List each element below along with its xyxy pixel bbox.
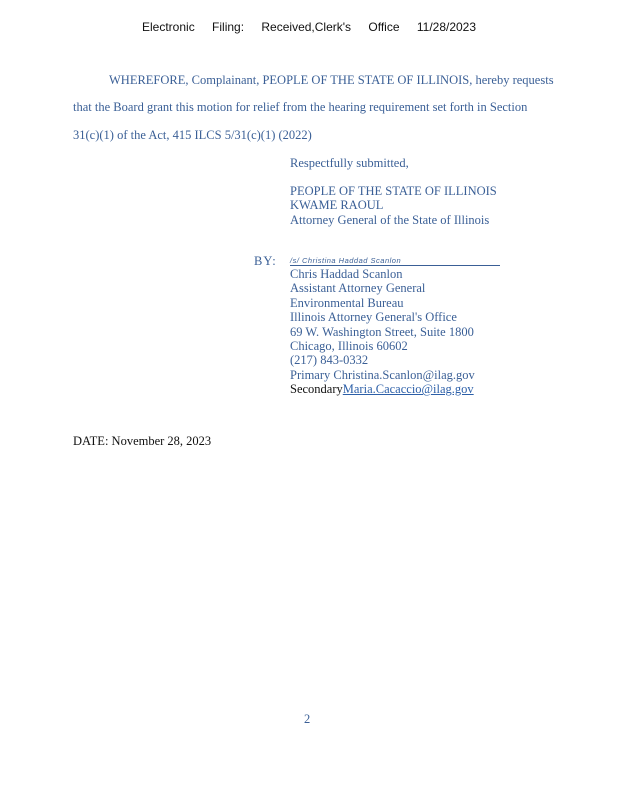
body-line-3: 31(c)(1) of the Act, 415 ILCS 5/31(c)(1) (2022) <box>73 128 312 142</box>
signer-block <box>290 267 475 397</box>
primary-email-row <box>290 368 475 382</box>
body-line-1: WHEREFORE, Complainant, PEOPLE OF THE STATE OF ILLINOIS, hereby requests <box>109 73 554 87</box>
signer-address-street: 69 W. Washington Street, Suite 1800 <box>290 324 474 339</box>
signer-address-city: Chicago, Illinois 60602 <box>290 339 408 354</box>
secondary-email-label: Secondary <box>290 382 343 397</box>
stamp-office: Office <box>368 20 400 34</box>
party-name: PEOPLE OF THE STATE OF ILLINOIS <box>290 184 497 198</box>
signer-title: Assistant Attorney General <box>290 281 426 296</box>
page-number: 2 <box>304 712 311 726</box>
secondary-email-link[interactable]: Maria.Cacaccio@ilag.gov <box>342 382 474 397</box>
attorney-general-title: Attorney General of the State of Illinois <box>290 212 490 227</box>
stamp-filing: Filing: <box>212 20 245 34</box>
signature-closing: Respectfully submitted, <box>290 156 409 170</box>
primary-email: Christina.Scanlon@ilag.gov <box>333 367 475 382</box>
date-line: DATE: November 28, 2023 <box>73 434 212 448</box>
attorney-general-name: KWAME RAOUL <box>290 198 384 213</box>
stamp-received: Received,Clerk's <box>261 20 352 34</box>
stamp-date: 11/28/2023 <box>416 20 477 34</box>
signer-bureau: Environmental Bureau <box>290 295 404 310</box>
signature-party-block <box>290 184 497 227</box>
signer-phone: (217) 843-0332 <box>290 353 369 368</box>
electronic-signature-line: /s/ Christina Haddad Scanlon <box>290 256 500 266</box>
signer-office: Illinois Attorney General's Office <box>290 310 457 325</box>
by-label: BY: <box>254 254 277 268</box>
efiling-stamp <box>142 20 490 34</box>
signer-name: Chris Haddad Scanlon <box>290 267 403 281</box>
body-line-2: that the Board grant this motion for relief from the hearing requirement set forth in Section <box>73 100 528 114</box>
stamp-electronic: Electronic <box>142 20 195 34</box>
primary-email-label: Primary <box>290 367 331 382</box>
secondary-email-row <box>290 382 475 396</box>
